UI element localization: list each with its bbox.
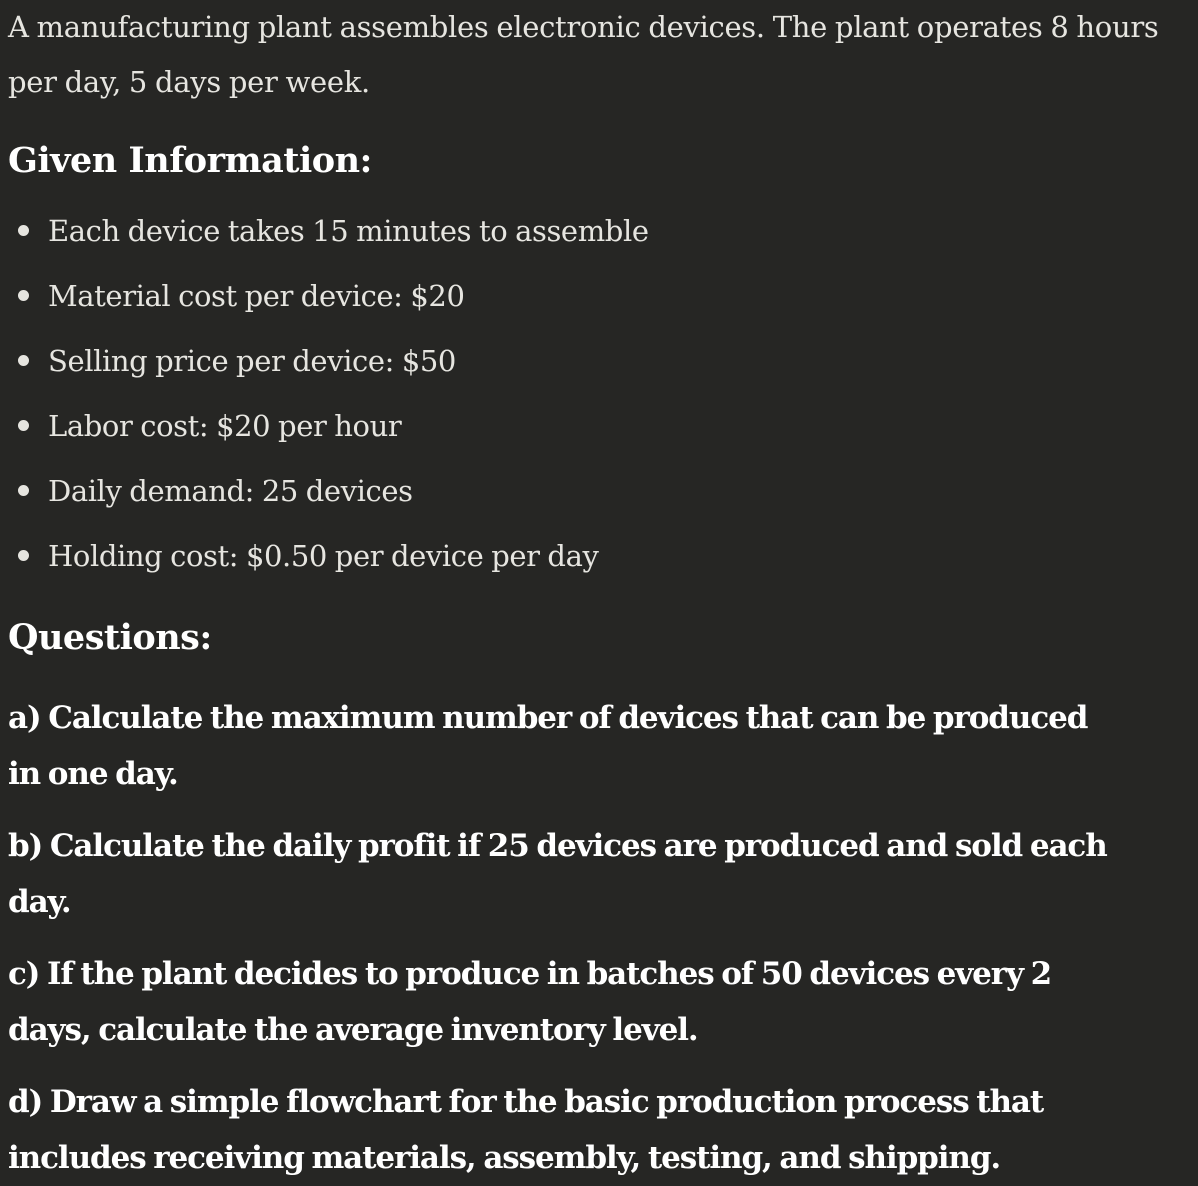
question-b [8, 818, 1193, 930]
question-line: includes receiving materials, assembly, testing, and shipping. [8, 1140, 1001, 1176]
bullet-icon [18, 355, 29, 366]
question-d [8, 1074, 1193, 1186]
list-item [8, 460, 649, 525]
given-information-heading: Given Information: [8, 140, 372, 181]
list-item-text: Each device takes 15 minutes to assemble [48, 214, 649, 248]
questions-heading: Questions: [8, 617, 212, 658]
question-line: b) Calculate the daily profit if 25 devices are produced and sold each [8, 828, 1107, 864]
intro-line: A manufacturing plant assembles electronic devices. The plant operates 8 hours [8, 10, 1159, 44]
list-item-text: Daily demand: 25 devices [48, 474, 413, 508]
list-item-text: Selling price per device: $50 [48, 344, 456, 378]
question-line: day. [8, 884, 71, 920]
question-line: c) If the plant decides to produce in batches of 50 devices every 2 [8, 956, 1052, 992]
list-item [8, 525, 649, 590]
list-item-text: Holding cost: $0.50 per device per day [48, 539, 599, 573]
bullet-icon [18, 420, 29, 431]
question-line: a) Calculate the maximum number of devices that can be produced [8, 700, 1088, 736]
list-item [8, 330, 649, 395]
questions-list [8, 690, 1193, 1186]
list-item-text: Labor cost: $20 per hour [48, 409, 402, 443]
bullet-icon [18, 550, 29, 561]
list-item [8, 265, 649, 330]
intro-line: per day, 5 days per week. [8, 65, 370, 99]
bullet-icon [18, 225, 29, 236]
given-information-list [8, 200, 649, 590]
question-a [8, 690, 1193, 802]
question-line: in one day. [8, 756, 178, 792]
list-item-text: Material cost per device: $20 [48, 279, 465, 313]
question-c [8, 946, 1193, 1058]
bullet-icon [18, 485, 29, 496]
list-item [8, 395, 649, 460]
bullet-icon [18, 290, 29, 301]
question-line: d) Draw a simple flowchart for the basic production process that [8, 1084, 1044, 1120]
list-item [8, 200, 649, 265]
question-line: days, calculate the average inventory level. [8, 1012, 698, 1048]
intro-paragraph [8, 0, 1190, 110]
